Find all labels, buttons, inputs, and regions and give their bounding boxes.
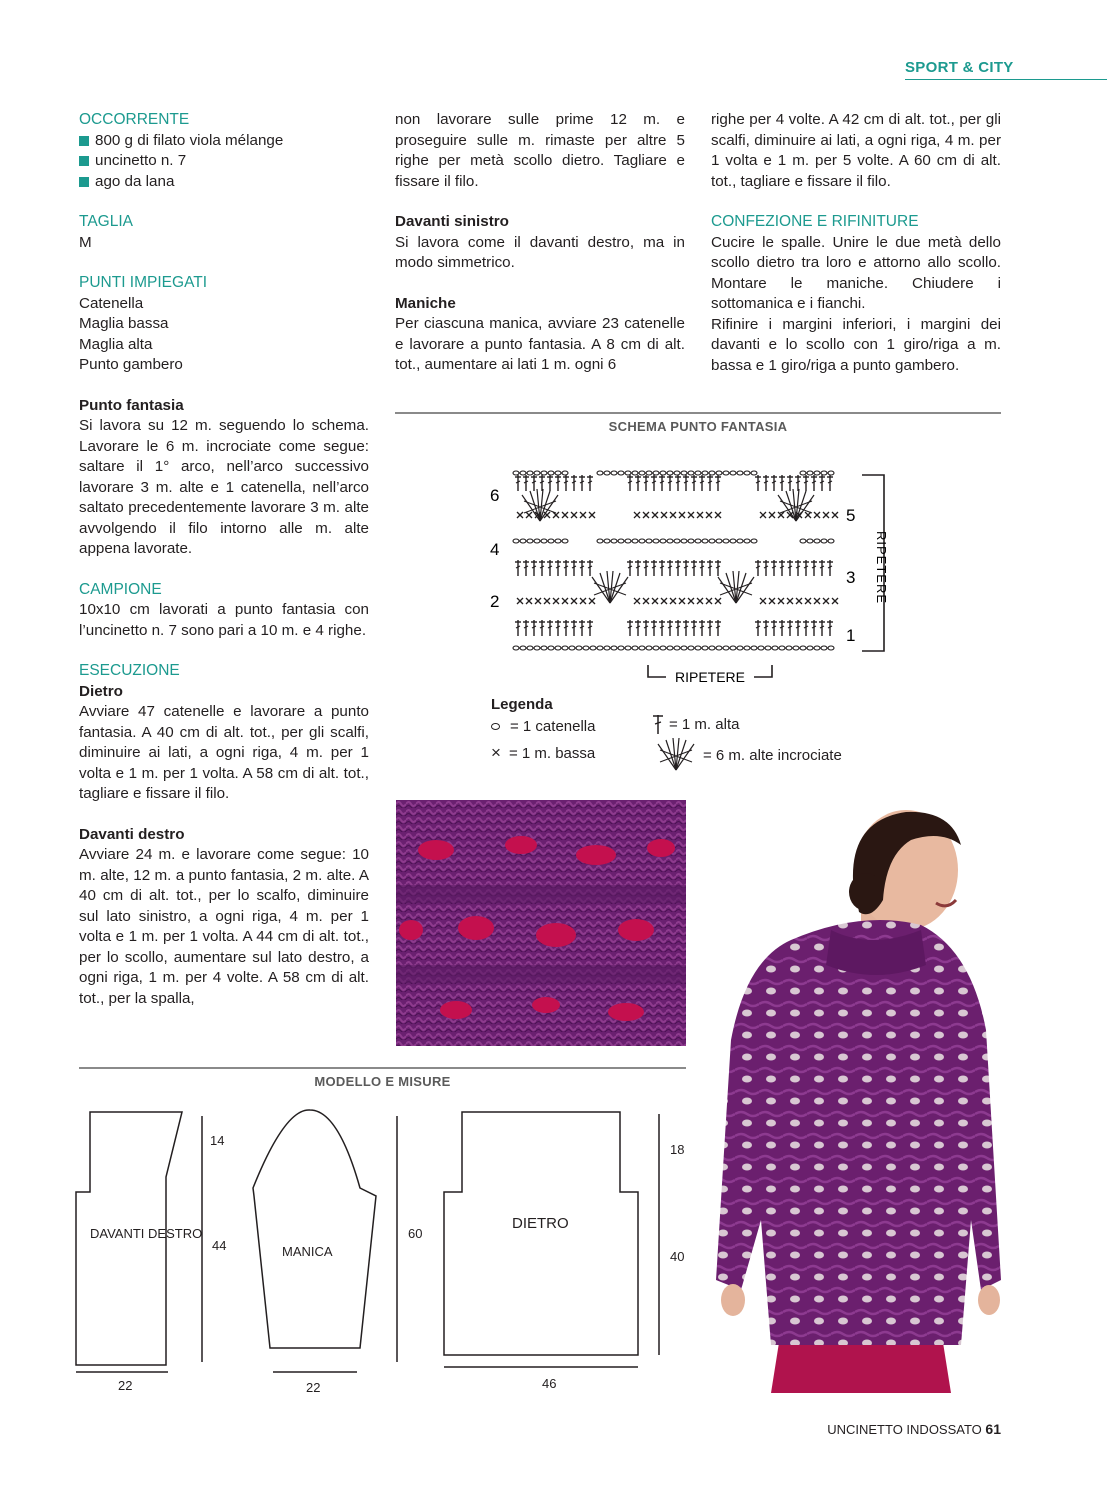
schema-title: SCHEMA PUNTO FANTASIA (608, 419, 788, 434)
dietro-text: Avviare 47 catenelle e lavorare a punto fantasia. A 40 cm di alt. tot., per gli scalfi, diminuire ai lati, a ogni riga, 4 m. per 1 volta e 1 m. per 1 volta. A 58 cm di alt. tot., tagliare e fissare il filo. (79, 703, 369, 802)
davanti-label: DAVANTI DESTRO (90, 1226, 203, 1241)
legend-item: = 1 m. alta (651, 713, 739, 735)
row-label: 3 (846, 568, 856, 587)
maniche-text: Per ciascuna manica, avviare 23 catenelle e lavorare a punto fantasia. A 8 cm di alt. tot., aumentare ai lati 1 m. ogni 6 (395, 315, 685, 373)
legend-item: = 6 m. alte incrociate (651, 735, 842, 775)
page-footer (827, 1421, 1001, 1437)
manica-outline (253, 1110, 376, 1348)
stitch-chart (480, 455, 900, 695)
dietro-main-height: 40 (670, 1249, 685, 1264)
legend-item: × = 1 m. bassa (491, 743, 596, 762)
swatch-photo (396, 800, 686, 1046)
modello-rule (79, 1067, 686, 1069)
punti-heading: PUNTI IMPIEGATI (79, 274, 208, 291)
dietro-label: DIETRO (512, 1215, 569, 1232)
davanti-width: 22 (118, 1378, 133, 1393)
fantasia-heading: Punto fantasia (79, 396, 184, 414)
campione-heading: CAMPIONE (79, 580, 162, 598)
column-3 (711, 110, 1001, 376)
occorrente-heading: OCCORRENTE (79, 111, 190, 128)
manica-height: 60 (408, 1226, 423, 1241)
maniche-heading: Maniche (395, 294, 456, 312)
dietro-cont-text: non lavorare sulle prime 12 m. e proseguire sulle m. rimaste per altre 5 righe per metà scollo dietro. Tagliare e fissare il filo. (395, 111, 685, 190)
stitch-item: Maglia bassa (79, 315, 169, 332)
taglia-value: M (79, 233, 92, 251)
material-item: uncinetto n. 7 (79, 151, 369, 172)
dietro-width: 46 (542, 1376, 557, 1391)
stitch-item: Maglia alta (79, 335, 153, 353)
repeat-horizontal-label: RIPETERE (674, 669, 746, 685)
dietro-outline (444, 1112, 638, 1355)
rifinire-text: Rifinire i margini inferiori, i margini dei davanti e lo scollo con 1 giro/riga a m. bassa e 1 giro/riga a punto gambero. (711, 315, 1001, 374)
bullet-square-icon (79, 177, 89, 187)
davanti-sinistro-text: Si lavora come il davanti destro, ma in modo simmetrico. (395, 233, 685, 271)
row-label: 5 (846, 506, 856, 525)
modello-title: MODELLO E MISURE (314, 1074, 451, 1089)
campione-text: 10x10 cm lavorati a punto fantasia con l’uncinetto n. 7 sono pari a 10 m. e 4 righe. (79, 601, 369, 639)
taglia-heading: TAGLIA (79, 213, 133, 230)
model-photo (711, 800, 1001, 1393)
header-rule (905, 79, 1107, 80)
confezione-heading: CONFEZIONE E RIFINITURE (711, 213, 919, 230)
bullet-square-icon (79, 156, 89, 166)
material-item: 800 g di filato viola mélange (79, 131, 369, 152)
davanti-sinistro-heading: Davanti sinistro (395, 213, 509, 230)
dietro-top-height: 18 (670, 1142, 685, 1157)
row-label: 1 (846, 626, 856, 645)
column-2 (395, 110, 685, 376)
material-item: ago da lana (79, 172, 369, 193)
chain-icon (491, 723, 500, 730)
row-label: 4 (490, 540, 500, 559)
stitch-item: Catenella (79, 294, 144, 312)
page-number: 61 (985, 1421, 1001, 1437)
crossed-stitch-icon (651, 735, 701, 775)
legend-item: = 1 catenella (491, 718, 595, 735)
manica-width: 22 (306, 1380, 321, 1395)
fantasia-text: Si lavora su 12 m. seguendo lo schema. Lavorare le 6 m. incrociate come segue: saltare il 1° arco, nell’arco successivo lavorare 3 m. alte e 1 catenella, nell’arco saltato precedentemente lavorare 3 m. alte avvolgendo il filo intorno alle m. alte appena lavorate. (79, 417, 369, 557)
section-tag: SPORT & CITY (905, 59, 1014, 76)
single-crochet-icon: × (491, 743, 501, 762)
row-label: 6 (490, 486, 500, 505)
manica-label: MANICA (282, 1244, 333, 1259)
repeat-vertical-label: RIPETERE (874, 531, 889, 605)
confezione-text: Cucire le spalle. Unire le due metà dello scollo dietro tra loro e attorno allo scollo. Montare le maniche. Chiudere i sottomanica e i fianchi. (711, 233, 1001, 312)
column-1 (79, 110, 369, 1009)
dietro-heading: Dietro (79, 682, 123, 700)
bullet-square-icon (79, 136, 89, 146)
davanti-main-height: 44 (212, 1238, 227, 1253)
davanti-destro-text: Avviare 24 m. e lavorare come segue: 10 m. alte, 12 m. a punto fantasia, 2 m. alte. A 40 cm di alt. tot., per lo scalfo, diminuire sul lato sinistro, a ogni riga, 4 m. per 1 volta e 1 m. per 1 volta. A 44 cm di alt. tot., per lo scollo, aumentare sul lato destro, a ogni riga, 1 m. per 4 volte. A 58 cm di alt. tot., per la spalla, (79, 846, 369, 1007)
stitch-item: Punto gambero (79, 356, 183, 373)
maniche-cont-text: righe per 4 volte. A 42 cm di alt. tot., per gli scalfi, diminuire ai lati, a ogni riga, 4 m. per 1 volta e 1 m. per 5 volte. A 60 cm di alt. tot., tagliare e fissare il filo. (711, 111, 1001, 190)
legend-title: Legenda (491, 696, 553, 713)
double-crochet-icon (651, 713, 665, 735)
davanti-top-height: 14 (210, 1133, 225, 1148)
schema-rule (395, 412, 1001, 414)
esecuzione-heading: ESECUZIONE (79, 662, 180, 679)
schematic-diagram (70, 1100, 700, 1405)
davanti-destro-heading: Davanti destro (79, 825, 185, 843)
row-label: 2 (490, 592, 500, 611)
magazine-name: UNCINETTO INDOSSATO (827, 1422, 982, 1437)
